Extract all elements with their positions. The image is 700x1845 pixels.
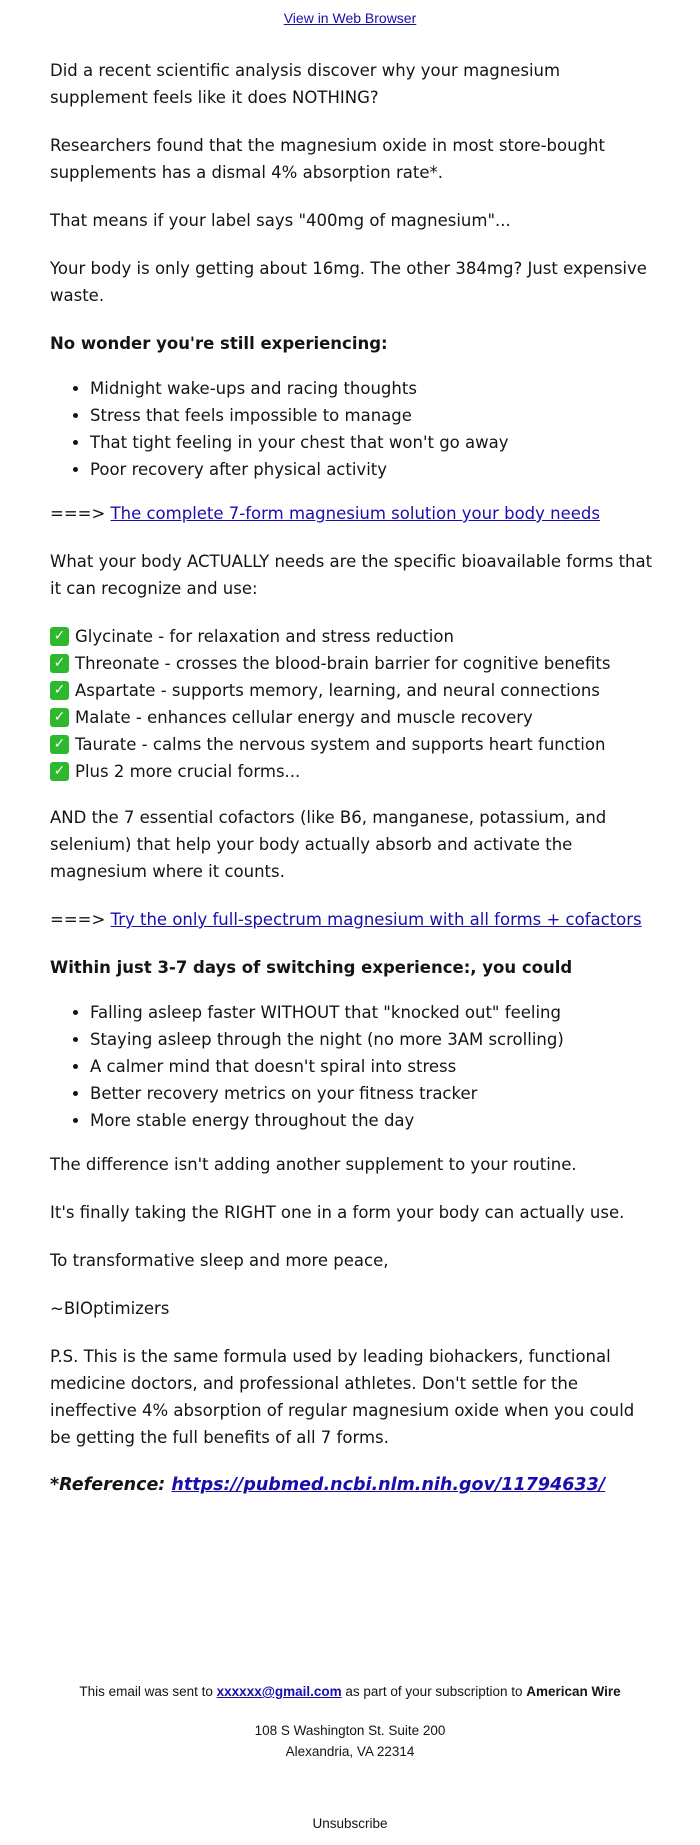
address-line-2: Alexandria, VA 22314 xyxy=(285,1744,415,1759)
symptoms-list xyxy=(50,375,660,483)
intro-paragraph-3: That means if your label says "400mg of magnesium"... xyxy=(50,211,511,230)
benefits-heading: Within just 3-7 days of switching experience:, you could xyxy=(50,958,573,977)
closing-paragraph-1: The difference isn't adding another supplement to your routine. xyxy=(50,1155,577,1174)
intro-paragraph-4: Your body is only getting about 16mg. The other 384mg? Just expensive waste. xyxy=(50,259,647,305)
list-item: • That tight feeling in your chest that won't go away xyxy=(90,429,660,456)
cofactors-paragraph: AND the 7 essential cofactors (like B6, manganese, potassium, and selenium) that help your body actually absorb and activate the magnesium where it counts. xyxy=(50,808,607,881)
check-mark-icon: ✓ xyxy=(50,708,69,727)
check-mark-icon: ✓ xyxy=(50,627,69,646)
checklist-item-label: Aspartate - supports memory, learning, and neural connections xyxy=(75,681,600,700)
unsubscribe-link[interactable]: Unsubscribe xyxy=(312,1816,388,1831)
checklist-item-label: Threonate - crosses the blood-brain barrier for cognitive benefits xyxy=(75,654,611,673)
intro-paragraph-2: Researchers found that the magnesium oxide in most store-bought supplements has a dismal 4% absorption rate*. xyxy=(50,136,605,182)
ps-paragraph: P.S. This is the same formula used by leading biohackers, functional medicine doctors, and professional athletes. Don't settle for the ineffective 4% absorption of regular magnesium oxide when you could be getting the full benefits of all 7 forms. xyxy=(50,1347,635,1447)
checklist-item xyxy=(50,758,660,785)
sent-middle: as part of your subscription to xyxy=(341,1684,527,1699)
list-item: • Staying asleep through the night (no more 3AM scrolling) xyxy=(90,1026,660,1053)
symptoms-heading: No wonder you're still experiencing: xyxy=(50,334,388,353)
forms-intro: What your body ACTUALLY needs are the specific bioavailable forms that it can recognize and use: xyxy=(50,552,653,598)
address-line-1: 108 S Washington St. Suite 200 xyxy=(254,1723,446,1738)
check-mark-icon: ✓ xyxy=(50,681,69,700)
checklist-item xyxy=(50,677,660,704)
cta-line-1 xyxy=(50,500,660,527)
closing-paragraph-3: To transformative sleep and more peace, xyxy=(50,1251,389,1270)
cta-link-full-spectrum[interactable]: Try the only full-spectrum magnesium with all forms + cofactors xyxy=(110,910,642,929)
subscription-notice xyxy=(0,1684,700,1699)
view-in-browser-link[interactable]: View in Web Browser xyxy=(283,10,417,26)
cta-line-2 xyxy=(50,906,660,933)
cta-link-7-form-solution[interactable]: The complete 7-form magnesium solution your body needs xyxy=(110,504,600,523)
list-item: • Stress that feels impossible to manage xyxy=(90,402,660,429)
arrow-prefix: ===> xyxy=(50,504,111,523)
reference-label: *Reference: xyxy=(50,1475,172,1495)
check-mark-icon: ✓ xyxy=(50,654,69,673)
checklist-item xyxy=(50,704,660,731)
checklist-item xyxy=(50,731,660,758)
benefits-list xyxy=(50,999,660,1134)
list-item: • Midnight wake-ups and racing thoughts xyxy=(90,375,660,402)
signature: ~BIOptimizers xyxy=(50,1299,170,1318)
sent-prefix: This email was sent to xyxy=(79,1684,217,1699)
email-body xyxy=(50,57,660,1520)
reference-line xyxy=(50,1472,660,1499)
check-mark-icon: ✓ xyxy=(50,735,69,754)
recipient-email-link[interactable]: xxxxxx@gmail.com xyxy=(216,1684,342,1699)
publication-name: American Wire xyxy=(526,1684,621,1699)
check-mark-icon: ✓ xyxy=(50,762,69,781)
list-item: • Better recovery metrics on your fitness tracker xyxy=(90,1080,660,1107)
checklist-item-label: Malate - enhances cellular energy and muscle recovery xyxy=(75,708,533,727)
list-item: • A calmer mind that doesn't spiral into stress xyxy=(90,1053,660,1080)
list-item: • Poor recovery after physical activity xyxy=(90,456,660,483)
reference-link[interactable]: https://pubmed.ncbi.nlm.nih.gov/11794633/ xyxy=(171,1475,606,1495)
closing-paragraph-2: It's finally taking the RIGHT one in a form your body can actually use. xyxy=(50,1203,625,1222)
checklist-item xyxy=(50,623,660,650)
list-item: • More stable energy throughout the day xyxy=(90,1107,660,1134)
checklist-item-label: Taurate - calms the nervous system and supports heart function xyxy=(75,735,606,754)
checklist-item xyxy=(50,650,660,677)
intro-paragraph-1: Did a recent scientific analysis discover why your magnesium supplement feels like it does NOTHING? xyxy=(50,61,561,107)
checklist-item-label: Plus 2 more crucial forms... xyxy=(75,762,301,781)
checklist-item-label: Glycinate - for relaxation and stress reduction xyxy=(75,627,454,646)
list-item: • Falling asleep faster WITHOUT that "knocked out" feeling xyxy=(90,999,660,1026)
arrow-prefix: ===> xyxy=(50,910,111,929)
forms-checklist xyxy=(50,623,660,785)
